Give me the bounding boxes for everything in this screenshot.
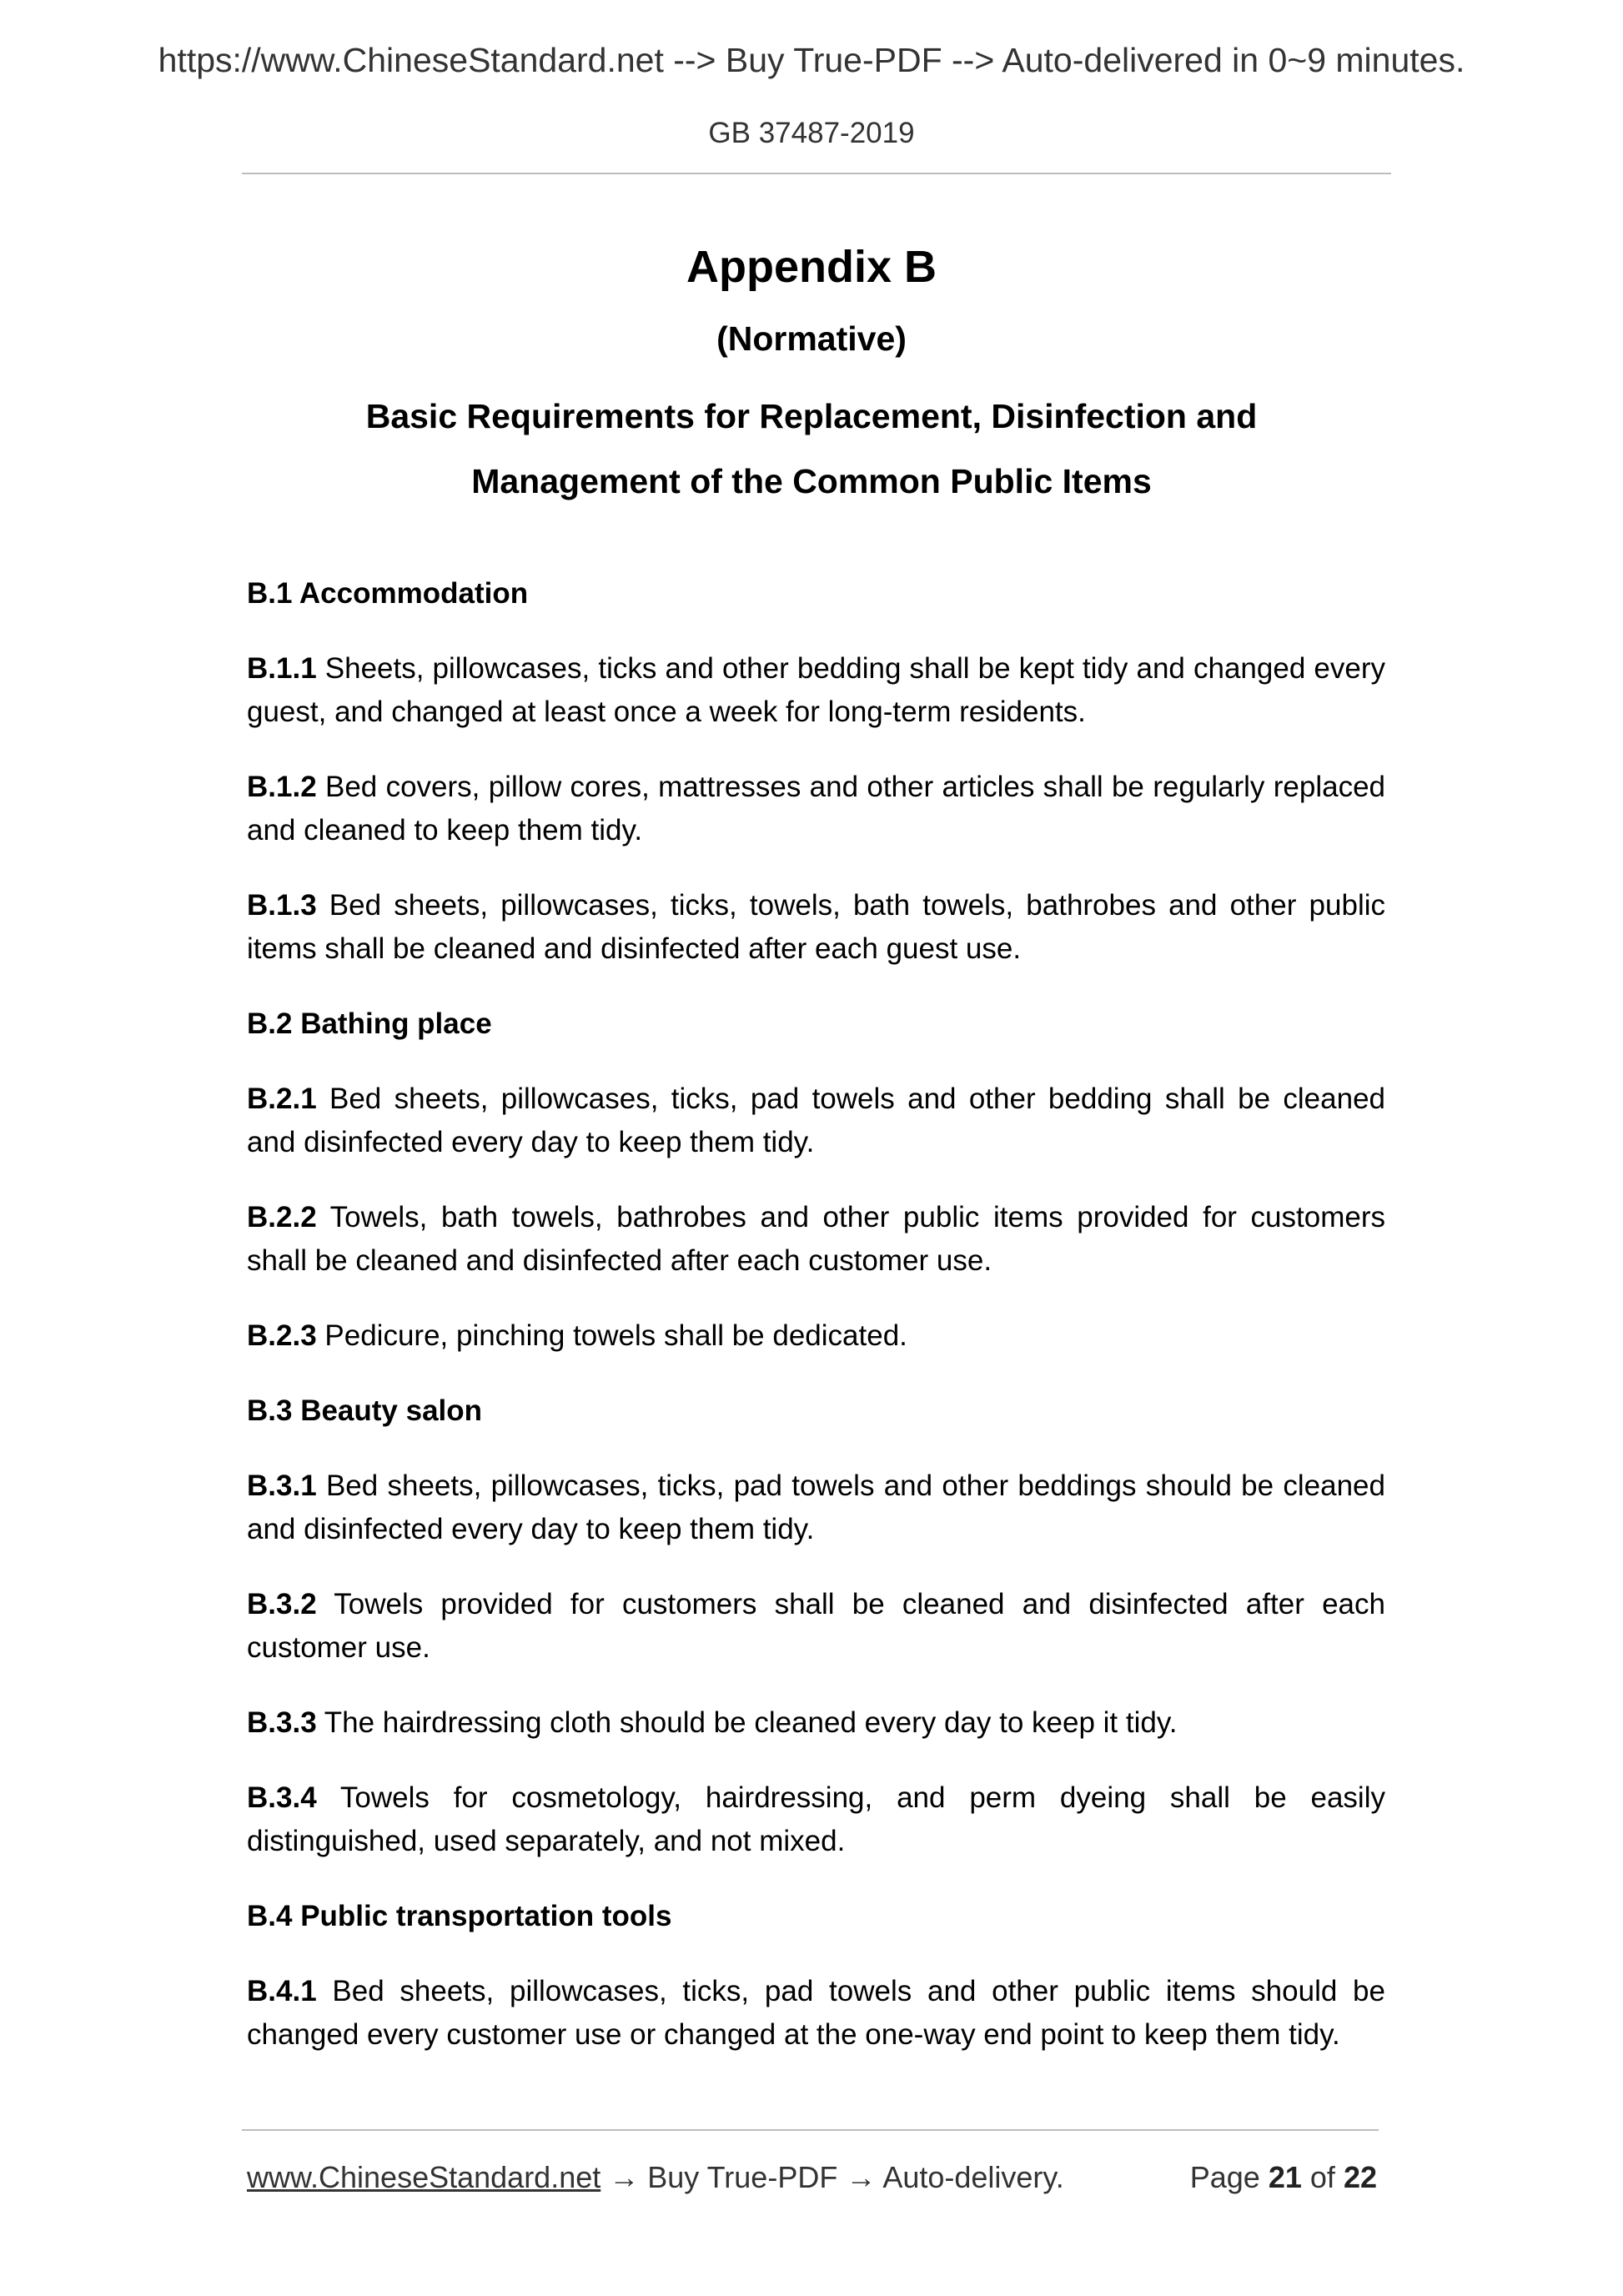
standard-code: GB 37487-2019	[708, 117, 915, 149]
of-label: of	[1309, 2160, 1335, 2194]
clause-text: Bed sheets, pillowcases, ticks, pad towels and other public items should be changed every customer use or changed at the one-way end point to keep them tidy.	[247, 1975, 1385, 2051]
total-pages: 22	[1343, 2160, 1377, 2194]
clause	[247, 1776, 1385, 1863]
clause-number: B.2.1	[247, 1083, 317, 1115]
clause-text: The hairdressing cloth should be cleaned every day to keep it tidy.	[324, 1706, 1178, 1739]
appendix-description	[0, 384, 1623, 514]
appendix-description-line-1: Basic Requirements for Replacement, Disinfection and	[365, 397, 1258, 435]
header-divider	[242, 173, 1391, 174]
clause	[247, 1465, 1385, 1551]
clause	[247, 766, 1385, 852]
clause-text: Bed sheets, pillowcases, ticks, pad towels and other bedding shall be cleaned and disinfected every day to keep them tidy.	[247, 1083, 1386, 1158]
current-page: 21	[1268, 2160, 1302, 2194]
clause-number: B.3.4	[247, 1781, 317, 1814]
clause-text: Bed sheets, pillowcases, ticks, towels, bath towels, bathrobes and other public items shall be cleaned and disinfected after each guest use.	[247, 889, 1385, 965]
section-heading: B.1 Accommodation	[247, 577, 529, 610]
clause	[247, 884, 1385, 971]
clause-number: B.3.3	[247, 1706, 317, 1739]
clause-text: Bed sheets, pillowcases, ticks, pad towels and other beddings should be cleaned and disinfected every day to keep them tidy.	[247, 1470, 1385, 1545]
clause-number: B.1.2	[247, 771, 317, 803]
section-heading: B.4 Public transportation tools	[247, 1900, 672, 1932]
clause-text: Towels for cosmetology, hairdressing, and perm dyeing shall be easily distinguished, used separately, and not mixed.	[247, 1781, 1385, 1857]
clause-number: B.4.1	[247, 1975, 317, 2007]
footer-left	[247, 2157, 1064, 2198]
page-footer	[247, 2157, 1377, 2198]
clause	[247, 1196, 1385, 1283]
clause	[247, 1078, 1385, 1164]
footer-site-link[interactable]: www.ChineseStandard.net	[247, 2160, 601, 2194]
clause-number: B.3.2	[247, 1588, 317, 1620]
page-number	[1190, 2157, 1377, 2198]
appendix-title: Appendix B	[686, 242, 937, 292]
document-body	[247, 572, 1385, 2088]
section-heading: B.3 Beauty salon	[247, 1394, 483, 1427]
clause-text: Pedicure, pinching towels shall be dedicated.	[324, 1319, 907, 1352]
clause	[247, 1701, 1385, 1745]
clause	[247, 1970, 1385, 2057]
footer-divider	[242, 2129, 1379, 2131]
clause-number: B.3.1	[247, 1470, 317, 1502]
clause-number: B.2.2	[247, 1201, 317, 1233]
clause-number: B.2.3	[247, 1319, 317, 1352]
clause-text: Sheets, pillowcases, ticks and other bedding shall be kept tidy and changed every guest, and changed at least once a week for long-term residents.	[247, 652, 1385, 728]
page-label: Page	[1189, 2160, 1260, 2194]
clause	[247, 1314, 1385, 1358]
clause-text: Towels, bath towels, bathrobes and other public items provided for customers shall be cleaned and disinfected after each customer use.	[247, 1201, 1385, 1277]
clause-number: B.1.3	[247, 889, 317, 922]
footer-tagline: → Buy True-PDF → Auto-delivery.	[600, 2160, 1064, 2194]
clause-text: Towels provided for customers shall be cleaned and disinfected after each customer use.	[247, 1588, 1385, 1664]
clause	[247, 1583, 1385, 1670]
appendix-description-line-2: Management of the Common Public Items	[471, 462, 1152, 500]
section-heading: B.2 Bathing place	[247, 1007, 492, 1040]
top-banner: https://www.ChineseStandard.net --> Buy True-PDF --> Auto-delivered in 0~9 minutes.	[158, 41, 1465, 79]
appendix-type: (Normative)	[716, 319, 907, 358]
clause-text: Bed covers, pillow cores, mattresses and other articles shall be regularly replaced and cleaned to keep them tidy.	[247, 771, 1385, 847]
clause	[247, 647, 1385, 734]
clause-number: B.1.1	[247, 652, 317, 685]
